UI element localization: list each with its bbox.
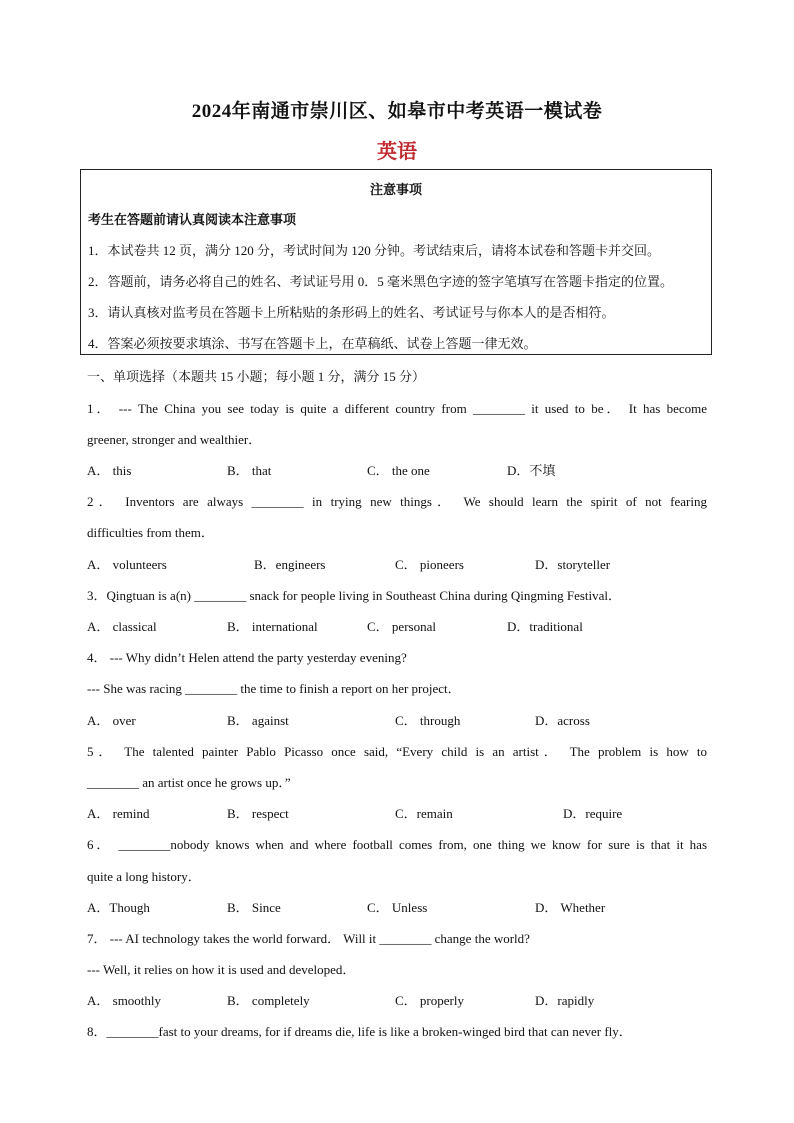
q1-option-b: B． that [227, 463, 272, 478]
q7-option-d: D．rapidly [535, 993, 595, 1008]
q2-option-a: A． volunteers [87, 557, 167, 572]
q5-option-a: A． remind [87, 806, 150, 821]
q5-option-c: C．remain [395, 806, 453, 821]
notice-item-2: 2．答题前，请务必将自己的姓名、考试证号用 0．5 毫米黑色字迹的签字笔填写在答题卡指定的位置。 [88, 274, 674, 289]
notice-item-1: 1．本试卷共 12 页，满分 120 分，考试时间为 120 分钟。考试结束后，请将本试卷和答题卡并交回。 [88, 243, 661, 258]
q1-option-d: D．不填 [507, 463, 556, 478]
q5-line-1: 5． The talented painter Pablo Picasso once said, “Every child is an artist． The problem is how to [87, 744, 707, 759]
q5-option-b: B． respect [227, 806, 289, 821]
q1-option-c: C． the one [367, 463, 430, 478]
q2-option-b: B．engineers [254, 557, 326, 572]
section-heading: 一、单项选择（本题共 15 小题；每小题 1 分，满分 15 分） [87, 369, 426, 384]
notice-box [80, 169, 712, 355]
q7-option-b: B． completely [227, 993, 310, 1008]
q6-option-d: D． Whether [535, 900, 606, 915]
notice-heading: 注意事项 [369, 182, 422, 197]
q4-line-2: --- She was racing ________ the time to finish a report on her project． [87, 681, 461, 696]
exam-title: 2024年南通市崇川区、如皋市中考英语一模试卷 [191, 101, 603, 122]
q3-option-b: B． international [227, 619, 318, 634]
q1-line-2: greener, stronger and wealthier． [87, 432, 262, 447]
q1-line-1: 1． --- The China you see today is quite a different country from ________ it used to be． It has become [87, 401, 707, 416]
q6-option-a: A．Though [87, 900, 150, 915]
q7-option-a: A． smoothly [87, 993, 162, 1008]
q2-line-1: 2． Inventors are always ________ in trying new things． We should learn the spirit of not fearing [87, 494, 707, 509]
q2-option-d: D．storyteller [535, 557, 611, 572]
q3-option-a: A． classical [87, 619, 157, 634]
q7-line-2: --- Well, it relies on how it is used and developed． [87, 962, 356, 977]
q1-option-a: A． this [87, 463, 132, 478]
q7-line-1: 7． --- AI technology takes the world forward． Will it ________ change the world? [87, 931, 530, 946]
q4-option-b: B． against [227, 713, 289, 728]
q4-line-1: 4． --- Why didn’t Helen attend the party yesterday evening? [87, 650, 407, 665]
q6-option-b: B． Since [227, 900, 281, 915]
q6-line-2: quite a long history． [87, 869, 201, 884]
q2-option-c: C． pioneers [395, 557, 464, 572]
q3-line-1: 3．Qingtuan is a(n) ________ snack for people living in Southeast China during Qingming Festival． [87, 588, 622, 603]
notice-item-3: 3．请认真核对监考员在答题卡上所粘贴的条形码上的姓名、考试证号与你本人的是否相符。 [88, 305, 615, 320]
q4-option-a: A． over [87, 713, 136, 728]
q6-option-c: C． Unless [367, 900, 428, 915]
q7-option-c: C． properly [395, 993, 464, 1008]
notice-subheading: 考生在答题前请认真阅读本注意事项 [88, 212, 297, 227]
subject-title: 英语 [377, 141, 417, 163]
q8-line-1: 8．________fast to your dreams, for if dreams die, life is like a broken-winged bird that can never fly． [87, 1024, 632, 1039]
q3-option-c: C． personal [367, 619, 436, 634]
q4-option-d: D．across [535, 713, 590, 728]
q5-option-d: D．require [563, 806, 623, 821]
q3-option-d: D．traditional [507, 619, 583, 634]
q2-line-2: difficulties from them． [87, 525, 214, 540]
q5-line-2: ________ an artist once he grows up．” [87, 775, 291, 790]
q4-option-c: C． through [395, 713, 461, 728]
notice-item-4: 4．答案必须按要求填涂、书写在答题卡上，在草稿纸、试卷上答题一律无效。 [88, 336, 537, 351]
q6-line-1: 6． ________nobody knows when and where football comes from, one thing we know for sure is that it has [87, 837, 707, 852]
